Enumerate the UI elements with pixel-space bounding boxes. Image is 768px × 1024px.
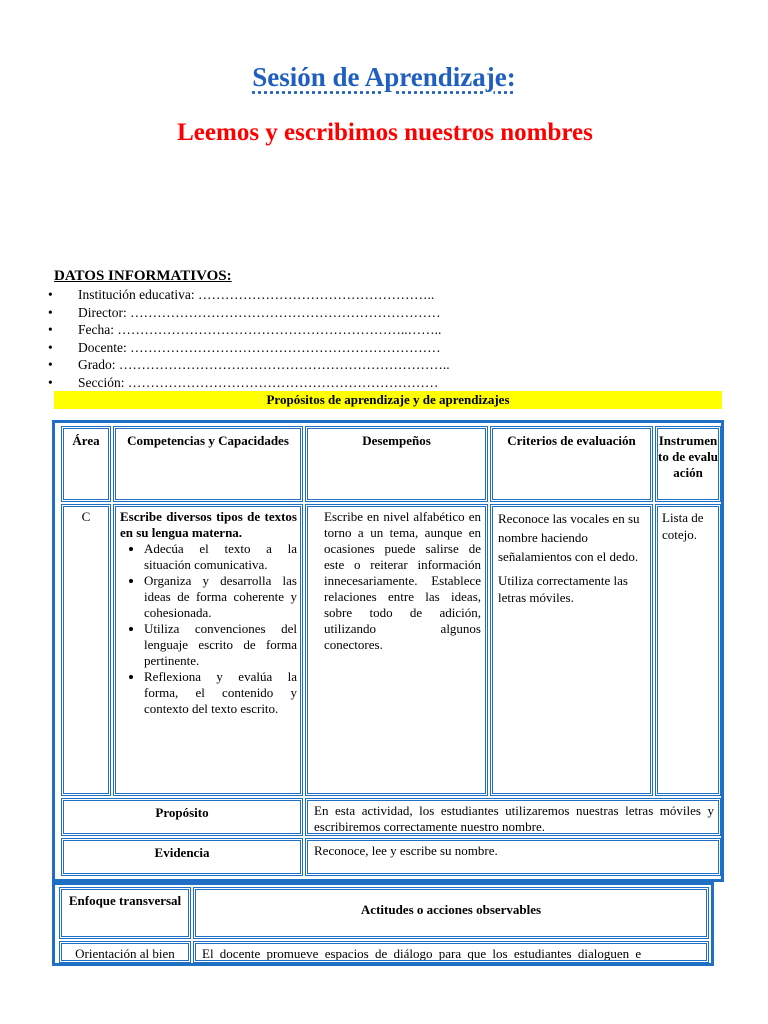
enfoque-table <box>52 882 714 966</box>
list-item: • Director: …………………………………………………………… <box>48 304 441 320</box>
criterio-1: Reconoce las vocales en su nombre haciendo señalamientos con el dedo. <box>498 511 640 564</box>
list-item: • Sección: …………………………………………………………… <box>48 374 439 390</box>
header-area: Área <box>61 426 111 502</box>
list-item: • Utiliza convenciones del lenguaje escrito de forma pertinente. <box>144 621 297 669</box>
header-desempenos: Desempeños <box>305 426 488 502</box>
area-cell: C <box>61 504 111 796</box>
header-criterios: Criterios de evaluación <box>490 426 653 502</box>
competencias-cell <box>113 504 303 796</box>
header-instrumento: Instrumento de evaluación <box>655 426 721 502</box>
proposito-text: En esta actividad, los estudiantes utilizaremos nuestras letras móviles y escribiremos correctamente nuestro nombre. <box>305 798 721 836</box>
competencia-title: Escribe diversos tipos de textos en su lengua materna. <box>120 509 297 540</box>
actitudes-header: Actitudes o acciones observables <box>193 887 709 939</box>
datos-list <box>48 286 450 391</box>
proposito-label: Propósito <box>61 798 303 836</box>
instrumento-cell: Lista de cotejo. <box>655 504 721 796</box>
criterio-2: Utiliza correctamente las letras móviles. <box>498 573 628 605</box>
list-item: • Institución educativa: …………………………………………….. <box>48 287 435 302</box>
evidencia-text: Reconoce, lee y escribe su nombre. <box>305 838 721 876</box>
learning-table <box>52 420 724 882</box>
list-item: • Reflexiona y evalúa la forma, el contenido y contexto del texto escrito. <box>144 669 297 717</box>
datos-heading: DATOS INFORMATIVOS: <box>54 268 232 284</box>
enfoque-row-label: Orientación al bien <box>59 941 191 963</box>
enfoque-header: Enfoque transversal <box>59 887 191 939</box>
criterios-cell <box>490 504 653 796</box>
list-item: • Fecha: ………………………………………………………..…….. <box>48 322 442 337</box>
session-title: Sesión de Aprendizaje: <box>252 62 516 92</box>
evidencia-label: Evidencia <box>61 838 303 876</box>
propositos-banner: Propósitos de aprendizaje y de aprendizajes <box>54 391 722 409</box>
enfoque-row-text: El docente promueve espacios de diálogo para que los estudiantes dialoguen e <box>193 941 709 963</box>
list-item: • Adecúa el texto a la situación comunicativa. <box>144 541 297 573</box>
list-item: • Grado: ……………………………………………………………….. <box>48 357 450 372</box>
list-item: • Organiza y desarrolla las ideas de forma coherente y cohesionada. <box>144 573 297 621</box>
capacidades-list <box>120 541 297 717</box>
session-subtitle: Leemos y escribimos nuestros nombres <box>177 119 593 146</box>
desempenos-cell: Escribe en nivel alfabético en torno a un tema, aunque en ocasiones puede salirse de este o reiterar información innecesariamente. Establece relaciones entre las ideas, sobre todo de adición, utilizando algunos conectores. <box>305 504 488 796</box>
header-competencias: Competencias y Capacidades <box>113 426 303 502</box>
list-item: • Docente: …………………………………………………………… <box>48 339 441 355</box>
